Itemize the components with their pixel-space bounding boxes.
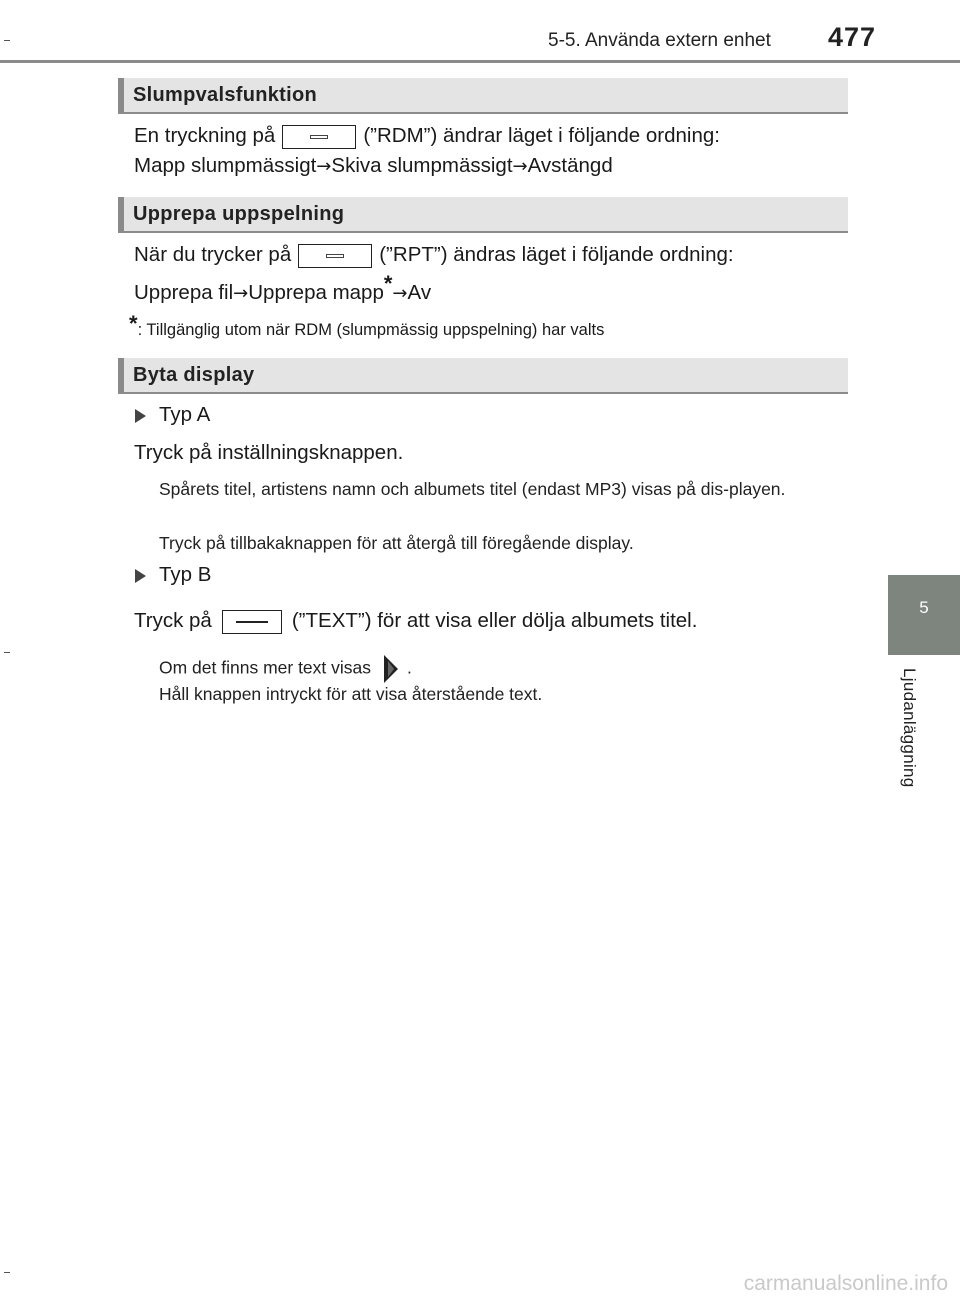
section-title: Upprepa uppspelning (133, 203, 345, 225)
section-header-display (118, 358, 848, 394)
random-sequence (134, 154, 613, 178)
random-instruction (134, 124, 720, 149)
text-segment: Tryck på (134, 609, 212, 632)
mode-item: Skiva slumpmässigt (331, 154, 513, 177)
text-segment: (”RPT”) ändras läget i följande ordning: (379, 243, 734, 266)
section-header-random (118, 78, 848, 114)
heading-text: Typ B (159, 563, 212, 586)
page-number: 477 (828, 22, 877, 52)
text-segment: När du trycker på (134, 243, 292, 266)
section-title: Slumpvalsfunktion (133, 84, 318, 106)
rdm-button-icon (282, 125, 356, 149)
triangle-bullet-icon (135, 569, 146, 583)
header-rule (0, 60, 960, 63)
footnote-text: : Tillgänglig utom när RDM (slumpmässig uppspelning) har valts (137, 321, 605, 339)
arrow-icon: → (512, 156, 528, 177)
crop-mark (4, 40, 10, 41)
rpt-button-icon (298, 244, 372, 268)
type-b-note-1 (159, 654, 412, 684)
section-header-repeat (118, 197, 848, 233)
chapter-label: Ljudanläggning (900, 668, 919, 788)
type-a-note-2: Tryck på tillbakaknappen för att återgå till föregående display. (159, 533, 634, 553)
heading-text: Typ A (159, 403, 211, 426)
type-b-instruction (134, 609, 697, 634)
type-b-note-2: Håll knappen intryckt för att visa återstående text. (159, 684, 543, 704)
type-b-heading (135, 563, 211, 587)
mode-item: Upprepa fil (134, 281, 234, 304)
footnote-marker: * (129, 311, 138, 336)
type-a-heading (135, 403, 210, 427)
footnote-marker: * (383, 271, 393, 296)
crop-mark (4, 1272, 10, 1273)
text-segment: Om det finns mer text visas (159, 657, 372, 678)
chapter-tab (888, 575, 960, 655)
text-segment: (”TEXT”) för att visa eller dölja albumets titel. (291, 609, 698, 632)
type-a-instruction: Tryck på inställningsknappen. (134, 441, 404, 464)
arrow-icon: → (233, 283, 249, 304)
type-a-note-1: Spårets titel, artistens namn och albumets titel (endast MP3) visas på dis-playen. (159, 479, 786, 499)
watermark: carmanualsonline.info (743, 1272, 948, 1295)
section-title: Byta display (133, 364, 255, 386)
text-button-icon (222, 610, 282, 634)
arrow-icon: → (392, 283, 408, 304)
mode-item: Avstängd (527, 154, 613, 177)
mode-item: Mapp slumpmässigt (134, 154, 317, 177)
footnote (129, 311, 605, 341)
crop-mark (4, 652, 10, 653)
more-text-indicator-icon (383, 654, 399, 684)
header-section-path: 5-5. Använda extern enhet (548, 30, 771, 51)
chapter-number: 5 (919, 598, 929, 617)
mode-item: Av (407, 281, 432, 304)
text-segment: En tryckning på (134, 124, 276, 147)
repeat-sequence (134, 271, 432, 305)
mode-item: Upprepa mapp (248, 281, 384, 304)
repeat-instruction (134, 243, 734, 268)
text-segment: . (407, 657, 412, 678)
text-segment: (”RDM”) ändrar läget i följande ordning: (363, 124, 720, 147)
arrow-icon: → (316, 156, 332, 177)
triangle-bullet-icon (135, 409, 146, 423)
